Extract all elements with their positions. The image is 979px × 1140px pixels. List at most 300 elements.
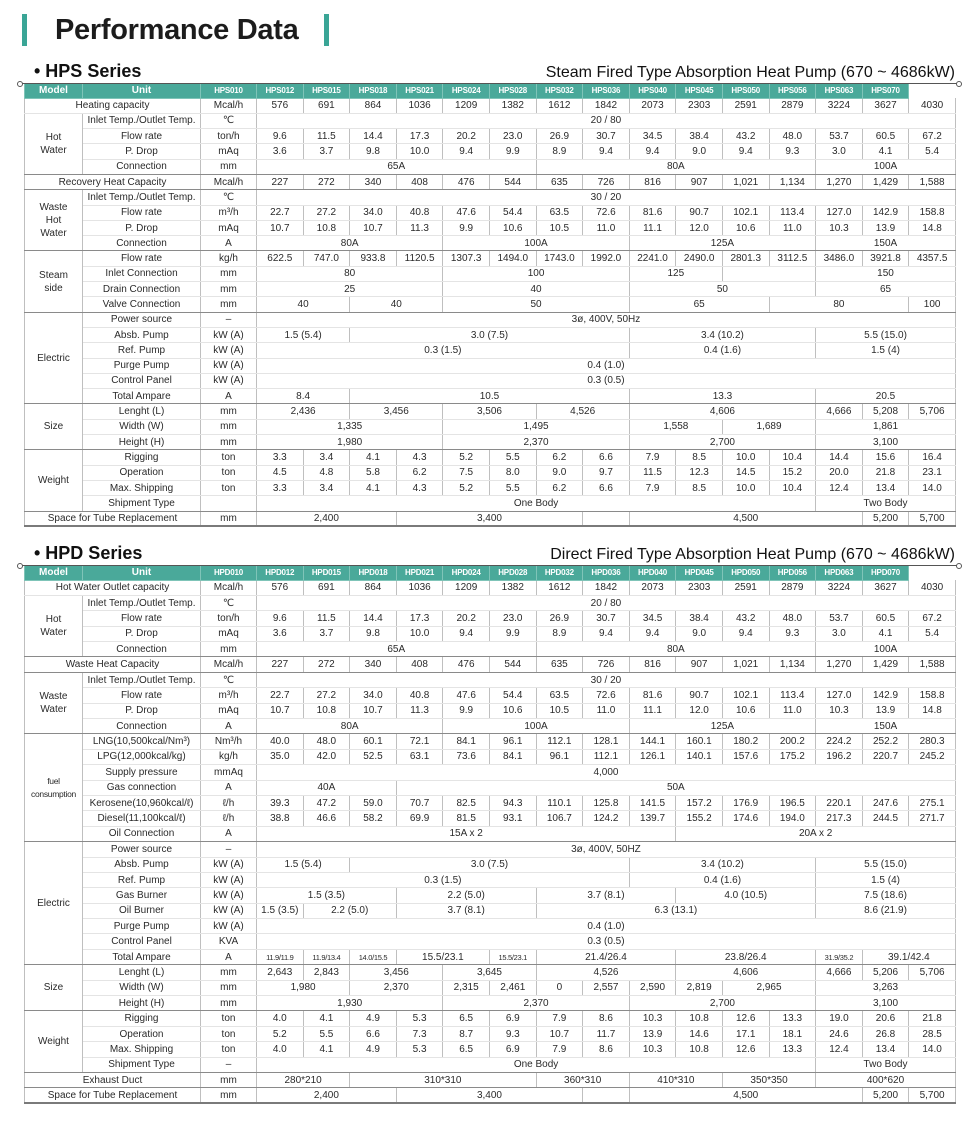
table-cell: 18.1 bbox=[769, 1026, 816, 1041]
table-cell: 9.4 bbox=[443, 626, 490, 641]
table-cell: 20.6 bbox=[862, 1011, 909, 1026]
row-category: Electric bbox=[25, 312, 83, 404]
table-cell: mmAq bbox=[201, 765, 257, 780]
table-cell: 9.3 bbox=[489, 1026, 536, 1041]
header-unit: Unit bbox=[83, 566, 201, 580]
table-cell: 80 bbox=[769, 297, 909, 312]
table-cell: 54.4 bbox=[489, 688, 536, 703]
table-cell: m³/h bbox=[201, 205, 257, 220]
table-cell: 3.7 bbox=[303, 626, 350, 641]
table-cell: Mcal/h bbox=[201, 174, 257, 189]
table-cell: 4.1 bbox=[862, 144, 909, 159]
table-cell: ton/h bbox=[201, 611, 257, 626]
table-cell: Gas connection bbox=[83, 780, 201, 795]
table-cell: 10.5 bbox=[536, 220, 583, 235]
table-cell: 20.2 bbox=[443, 611, 490, 626]
table-cell: 14.0 bbox=[909, 1042, 956, 1057]
table-cell: 3.0 bbox=[816, 626, 863, 641]
table-cell: kW (A) bbox=[201, 358, 257, 373]
table-cell: 73.6 bbox=[443, 749, 490, 764]
table-cell: Max. Shipping bbox=[83, 1042, 201, 1057]
table-cell: ton bbox=[201, 1026, 257, 1041]
table-cell: Purge Pump bbox=[83, 919, 201, 934]
table-cell: 26.9 bbox=[536, 611, 583, 626]
hps-section-header bbox=[20, 60, 959, 84]
table-cell: 400*620 bbox=[816, 1073, 956, 1088]
table-cell: 0 bbox=[536, 980, 583, 995]
table-cell: 7.9 bbox=[629, 450, 676, 465]
table-cell: 1,270 bbox=[816, 657, 863, 672]
table-cell: 1,134 bbox=[769, 657, 816, 672]
table-cell: 65 bbox=[816, 282, 956, 297]
table-cell: 4,606 bbox=[676, 965, 816, 980]
table-cell: 635 bbox=[536, 657, 583, 672]
table-cell: 1743.0 bbox=[536, 251, 583, 266]
table-cell: 4.3 bbox=[396, 480, 443, 495]
table-cell: 4.1 bbox=[862, 626, 909, 641]
table-cell: 72.6 bbox=[583, 688, 630, 703]
table-cell: 3.4 bbox=[303, 480, 350, 495]
table-cell: 60.5 bbox=[862, 129, 909, 144]
table-cell: Shipment Type bbox=[83, 1057, 201, 1072]
table-cell: 1,930 bbox=[257, 996, 443, 1011]
table-cell: 17.1 bbox=[722, 1026, 769, 1041]
table-cell: A bbox=[201, 949, 257, 964]
table-cell: 9.7 bbox=[583, 465, 630, 480]
table-cell: 47.2 bbox=[303, 795, 350, 810]
table-cell: mAq bbox=[201, 626, 257, 641]
table-cell: ton bbox=[201, 465, 257, 480]
table-cell: 11.5 bbox=[629, 465, 676, 480]
table-cell: 227 bbox=[257, 174, 304, 189]
table-cell: 13.9 bbox=[629, 1026, 676, 1041]
table-cell: 34.0 bbox=[350, 688, 397, 703]
table-cell: 110.1 bbox=[536, 795, 583, 810]
table-cell bbox=[583, 511, 630, 526]
table-cell: 5,706 bbox=[909, 404, 956, 419]
table-cell: 52.5 bbox=[350, 749, 397, 764]
table-cell: 3,400 bbox=[396, 1088, 582, 1103]
table-cell: 194.0 bbox=[769, 811, 816, 826]
table-cell: 9.4 bbox=[722, 626, 769, 641]
table-cell: Ref. Pump bbox=[83, 872, 201, 887]
table-cell: 275.1 bbox=[909, 795, 956, 810]
table-cell: 6.5 bbox=[443, 1011, 490, 1026]
table-cell: 15.5/23.1 bbox=[396, 949, 489, 964]
table-cell: 9.4 bbox=[583, 626, 630, 641]
table-cell: 6.5 bbox=[443, 1042, 490, 1057]
table-cell: 2303 bbox=[676, 98, 723, 113]
hps-section bbox=[20, 60, 959, 527]
table-cell: 90.7 bbox=[676, 205, 723, 220]
table-cell: 3.3 bbox=[257, 450, 304, 465]
table-row bbox=[25, 343, 956, 358]
table-cell: 217.3 bbox=[816, 811, 863, 826]
header-model-code: HPS050 bbox=[722, 84, 769, 98]
table-cell: 150A bbox=[816, 719, 956, 734]
table-cell: 245.2 bbox=[909, 749, 956, 764]
table-cell: 0.3 (0.5) bbox=[257, 373, 956, 388]
table-cell: 63.1 bbox=[396, 749, 443, 764]
table-cell: 3.4 (10.2) bbox=[629, 857, 815, 872]
table-cell: 125 bbox=[629, 266, 722, 281]
header-model-code: HPS045 bbox=[676, 84, 723, 98]
table-cell: 635 bbox=[536, 174, 583, 189]
hpd-series-subtitle: Direct Fired Type Absorption Heat Pump (670 ~ 4686kW) bbox=[550, 546, 955, 563]
table-cell: Hot Water Outlet capacity bbox=[25, 580, 201, 595]
table-cell: 11.1 bbox=[629, 220, 676, 235]
table-cell: 10.3 bbox=[629, 1042, 676, 1057]
table-cell: 1.5 (5.4) bbox=[257, 327, 350, 342]
table-cell: 50A bbox=[396, 780, 955, 795]
table-row bbox=[25, 327, 956, 342]
table-cell: 20.2 bbox=[443, 129, 490, 144]
header-model-code: HPD050 bbox=[722, 566, 769, 580]
table-cell: 9.9 bbox=[443, 703, 490, 718]
table-cell: 112.1 bbox=[536, 734, 583, 749]
table-row bbox=[25, 734, 956, 749]
table-cell: KVA bbox=[201, 934, 257, 949]
table-cell: 20.0 bbox=[816, 465, 863, 480]
hps-series-title: • HPS Series bbox=[34, 61, 142, 81]
table-cell: 1494.0 bbox=[489, 251, 536, 266]
title-accent-bar-right bbox=[324, 14, 329, 46]
table-cell: mm bbox=[201, 642, 257, 657]
table-cell: 7.3 bbox=[396, 1026, 443, 1041]
table-cell: 1.5 (4) bbox=[816, 872, 956, 887]
table-cell: 691 bbox=[303, 580, 350, 595]
header-model-code: HPD018 bbox=[350, 566, 397, 580]
table-cell: 84.1 bbox=[489, 749, 536, 764]
table-cell: 10.7 bbox=[536, 1026, 583, 1041]
table-cell: 20 / 80 bbox=[257, 595, 956, 610]
table-cell: 80A bbox=[257, 236, 443, 251]
table-cell: 340 bbox=[350, 174, 397, 189]
table-cell: Max. Shipping bbox=[83, 480, 201, 495]
table-cell: Control Panel bbox=[83, 934, 201, 949]
header-model: Model bbox=[25, 566, 83, 580]
table-cell: Absb. Pump bbox=[83, 857, 201, 872]
table-cell: 4.0 bbox=[257, 1042, 304, 1057]
table-cell: 6.9 bbox=[489, 1042, 536, 1057]
table-cell: 23.8/26.4 bbox=[676, 949, 816, 964]
table-cell: 9.9 bbox=[489, 626, 536, 641]
table-cell: 102.1 bbox=[722, 205, 769, 220]
table-cell: 176.9 bbox=[722, 795, 769, 810]
table-cell: 2490.0 bbox=[676, 251, 723, 266]
table-row bbox=[25, 580, 956, 595]
table-cell: 280*210 bbox=[257, 1073, 350, 1088]
table-cell: Connection bbox=[83, 159, 201, 174]
table-cell: A bbox=[201, 780, 257, 795]
table-cell: 3,645 bbox=[443, 965, 536, 980]
table-cell: 47.6 bbox=[443, 688, 490, 703]
table-cell: 100A bbox=[816, 642, 956, 657]
table-cell: 1612 bbox=[536, 98, 583, 113]
table-cell: Two Body bbox=[816, 496, 956, 511]
table-cell: 96.1 bbox=[489, 734, 536, 749]
table-cell: 126.1 bbox=[629, 749, 676, 764]
table-cell: 5.4 bbox=[909, 144, 956, 159]
table-cell: 227 bbox=[257, 657, 304, 672]
table-cell: 224.2 bbox=[816, 734, 863, 749]
table-cell: 1,980 bbox=[257, 435, 443, 450]
table-row bbox=[25, 266, 956, 281]
table-cell: 11.7 bbox=[583, 1026, 630, 1041]
table-cell: P. Drop bbox=[83, 220, 201, 235]
header-model-code: HPD021 bbox=[396, 566, 443, 580]
table-cell: 9.0 bbox=[676, 626, 723, 641]
table-cell: Drain Connection bbox=[83, 282, 201, 297]
rule-end-dot bbox=[17, 563, 23, 569]
table-cell: 14.6 bbox=[676, 1026, 723, 1041]
table-cell: 35.0 bbox=[257, 749, 304, 764]
table-cell: Waste Heat Capacity bbox=[25, 657, 201, 672]
table-cell: 6.2 bbox=[396, 465, 443, 480]
table-cell: 5,700 bbox=[909, 511, 956, 526]
header-model-code: HPS036 bbox=[583, 84, 630, 98]
table-cell: 14.4 bbox=[816, 450, 863, 465]
table-cell: 3ø, 400V, 50HZ bbox=[257, 842, 956, 857]
table-cell: ton bbox=[201, 480, 257, 495]
table-row bbox=[25, 236, 956, 251]
table-cell: 1382 bbox=[489, 98, 536, 113]
table-cell bbox=[583, 1088, 630, 1103]
row-category: Waste Hot Water bbox=[25, 190, 83, 251]
table-cell: Ref. Pump bbox=[83, 343, 201, 358]
table-cell: Width (W) bbox=[83, 419, 201, 434]
row-category: Size bbox=[25, 404, 83, 450]
table-cell: 12.6 bbox=[722, 1011, 769, 1026]
table-cell: Flow rate bbox=[83, 129, 201, 144]
table-cell: 142.9 bbox=[862, 205, 909, 220]
table-cell: Supply pressure bbox=[83, 765, 201, 780]
table-cell: Inlet Temp./Outlet Temp. bbox=[83, 672, 201, 687]
table-cell: kW (A) bbox=[201, 373, 257, 388]
table-cell: LNG(10,500kcal/Nm³) bbox=[83, 734, 201, 749]
table-cell: 150A bbox=[816, 236, 956, 251]
table-cell: Mcal/h bbox=[201, 98, 257, 113]
table-cell: 125A bbox=[629, 719, 815, 734]
table-cell: 11.0 bbox=[583, 703, 630, 718]
table-cell: Total Ampare bbox=[83, 949, 201, 964]
table-cell: 9.8 bbox=[350, 626, 397, 641]
rule-end-dot bbox=[17, 81, 23, 87]
table-cell: 5.2 bbox=[443, 480, 490, 495]
table-cell: 42.0 bbox=[303, 749, 350, 764]
table-cell: 22.7 bbox=[257, 688, 304, 703]
table-cell: Oil Connection bbox=[83, 826, 201, 841]
table-cell: 127.0 bbox=[816, 205, 863, 220]
table-cell: Inlet Temp./Outlet Temp. bbox=[83, 595, 201, 610]
table-cell: 15A x 2 bbox=[257, 826, 676, 841]
table-row bbox=[25, 144, 956, 159]
table-cell: 54.4 bbox=[489, 205, 536, 220]
table-cell: 40 bbox=[257, 297, 350, 312]
table-cell: 39.3 bbox=[257, 795, 304, 810]
table-row bbox=[25, 404, 956, 419]
table-cell: 10.6 bbox=[722, 220, 769, 235]
table-cell: 59.0 bbox=[350, 795, 397, 810]
table-cell: Space for Tube Replacement bbox=[25, 511, 201, 526]
table-cell: 174.6 bbox=[722, 811, 769, 826]
table-cell: 2,590 bbox=[629, 980, 676, 995]
table-cell: 3.6 bbox=[257, 626, 304, 641]
rule-end-dot bbox=[956, 81, 962, 87]
table-cell: mm bbox=[201, 980, 257, 995]
table-cell: 6.3 (13.1) bbox=[536, 903, 816, 918]
table-cell: 2879 bbox=[769, 580, 816, 595]
header-model-code: HPS012 bbox=[257, 84, 304, 98]
table-cell: 69.9 bbox=[396, 811, 443, 826]
table-cell: 2,400 bbox=[257, 511, 397, 526]
table-cell: 3.0 bbox=[816, 144, 863, 159]
header-model-code: HPD012 bbox=[257, 566, 304, 580]
table-cell: 17.3 bbox=[396, 129, 443, 144]
table-cell: Kerosene(10,960kcal/ℓ) bbox=[83, 795, 201, 810]
table-cell: Purge Pump bbox=[83, 358, 201, 373]
table-cell: 2,315 bbox=[443, 980, 490, 995]
table-cell: Power source bbox=[83, 312, 201, 327]
title-accent-bar-left bbox=[22, 14, 27, 46]
table-cell: 5,200 bbox=[862, 1088, 909, 1103]
table-cell: kW (A) bbox=[201, 919, 257, 934]
table-cell: 81.6 bbox=[629, 688, 676, 703]
header-model-code: HPD045 bbox=[676, 566, 723, 580]
table-cell: kW (A) bbox=[201, 903, 257, 918]
table-cell: 9.4 bbox=[629, 626, 676, 641]
table-cell: 81.5 bbox=[443, 811, 490, 826]
table-row bbox=[25, 98, 956, 113]
table-cell: 1120.5 bbox=[396, 251, 443, 266]
table-cell: ton bbox=[201, 1042, 257, 1057]
table-row bbox=[25, 1088, 956, 1103]
table-cell: 691 bbox=[303, 98, 350, 113]
table-cell: 9.9 bbox=[443, 220, 490, 235]
header-model-code: HPS021 bbox=[396, 84, 443, 98]
table-cell: 17.3 bbox=[396, 611, 443, 626]
table-cell: 23.0 bbox=[489, 129, 536, 144]
table-cell: kW (A) bbox=[201, 343, 257, 358]
header-model-code: HPS028 bbox=[489, 84, 536, 98]
table-cell: 150 bbox=[816, 266, 956, 281]
table-cell: mm bbox=[201, 404, 257, 419]
table-cell: 3,456 bbox=[350, 404, 443, 419]
table-cell: 40 bbox=[350, 297, 443, 312]
table-cell: 2879 bbox=[769, 98, 816, 113]
table-cell: 60.5 bbox=[862, 611, 909, 626]
table-cell: 2,643 bbox=[257, 965, 304, 980]
table-row bbox=[25, 595, 956, 610]
table-row bbox=[25, 657, 956, 672]
table-cell: 4.3 bbox=[396, 450, 443, 465]
table-cell: 160.1 bbox=[676, 734, 723, 749]
table-cell: Control Panel bbox=[83, 373, 201, 388]
table-cell: 9.4 bbox=[583, 144, 630, 159]
table-cell: 158.8 bbox=[909, 205, 956, 220]
table-cell: ℃ bbox=[201, 113, 257, 128]
table-cell: 3,100 bbox=[816, 996, 956, 1011]
table-cell: 100 bbox=[909, 297, 956, 312]
table-cell: 139.7 bbox=[629, 811, 676, 826]
table-cell: 196.5 bbox=[769, 795, 816, 810]
table-cell: 26.8 bbox=[862, 1026, 909, 1041]
table-cell: 1382 bbox=[489, 580, 536, 595]
table-cell: 11.1 bbox=[629, 703, 676, 718]
table-cell: 10.0 bbox=[722, 480, 769, 495]
table-cell: 43.2 bbox=[722, 129, 769, 144]
table-cell: 94.3 bbox=[489, 795, 536, 810]
table-cell: 196.2 bbox=[816, 749, 863, 764]
table-cell: 3,100 bbox=[816, 435, 956, 450]
table-cell: 30 / 20 bbox=[257, 672, 956, 687]
table-cell: 15.2 bbox=[769, 465, 816, 480]
table-cell: 10.8 bbox=[676, 1011, 723, 1026]
table-cell: m³/h bbox=[201, 688, 257, 703]
table-cell: 3.4 bbox=[303, 450, 350, 465]
table-cell: 13.3 bbox=[769, 1011, 816, 1026]
table-cell: 1.5 (3.5) bbox=[257, 903, 304, 918]
table-cell: 2591 bbox=[722, 98, 769, 113]
table-cell: 48.0 bbox=[769, 611, 816, 626]
table-cell: 544 bbox=[489, 657, 536, 672]
table-cell: 1,588 bbox=[909, 174, 956, 189]
table-cell: 6.9 bbox=[489, 1011, 536, 1026]
table-cell: mAq bbox=[201, 144, 257, 159]
table-cell: Inlet Connection bbox=[83, 266, 201, 281]
table-row bbox=[25, 389, 956, 404]
table-cell: 0.4 (1.6) bbox=[629, 343, 815, 358]
table-cell: 10.7 bbox=[257, 220, 304, 235]
table-cell: mm bbox=[201, 1088, 257, 1103]
table-row bbox=[25, 113, 956, 128]
table-cell: 8.6 bbox=[583, 1042, 630, 1057]
table-row bbox=[25, 251, 956, 266]
table-cell: 5.5 bbox=[489, 450, 536, 465]
table-cell: 22.7 bbox=[257, 205, 304, 220]
table-cell: 13.3 bbox=[629, 389, 815, 404]
hpd-header-rule bbox=[20, 565, 959, 566]
table-cell: 244.5 bbox=[862, 811, 909, 826]
table-cell: 2,843 bbox=[303, 965, 350, 980]
table-row bbox=[25, 174, 956, 189]
table-cell: kg/h bbox=[201, 251, 257, 266]
table-cell: 5,706 bbox=[909, 965, 956, 980]
table-cell: 141.5 bbox=[629, 795, 676, 810]
table-row bbox=[25, 688, 956, 703]
table-cell: 21.4/26.4 bbox=[536, 949, 676, 964]
table-cell: 3921.8 bbox=[862, 251, 909, 266]
table-cell: Absb. Pump bbox=[83, 327, 201, 342]
table-cell: 12.3 bbox=[676, 465, 723, 480]
table-cell: ℃ bbox=[201, 190, 257, 205]
table-cell: 11.0 bbox=[769, 220, 816, 235]
header-model-code: HPD036 bbox=[583, 566, 630, 580]
table-cell: 11.5 bbox=[303, 611, 350, 626]
table-cell: P. Drop bbox=[83, 144, 201, 159]
table-cell: 6.6 bbox=[583, 450, 630, 465]
table-cell: 23.1 bbox=[909, 465, 956, 480]
table-cell: Shipment Type bbox=[83, 496, 201, 511]
table-cell: 0.3 (1.5) bbox=[257, 872, 630, 887]
table-cell: 4357.5 bbox=[909, 251, 956, 266]
row-category: Weight bbox=[25, 450, 83, 511]
table-row bbox=[25, 795, 956, 810]
table-cell: 157.2 bbox=[676, 795, 723, 810]
table-cell: 12.4 bbox=[816, 1042, 863, 1057]
table-cell: 2.2 (5.0) bbox=[396, 888, 536, 903]
table-cell: 30.7 bbox=[583, 129, 630, 144]
